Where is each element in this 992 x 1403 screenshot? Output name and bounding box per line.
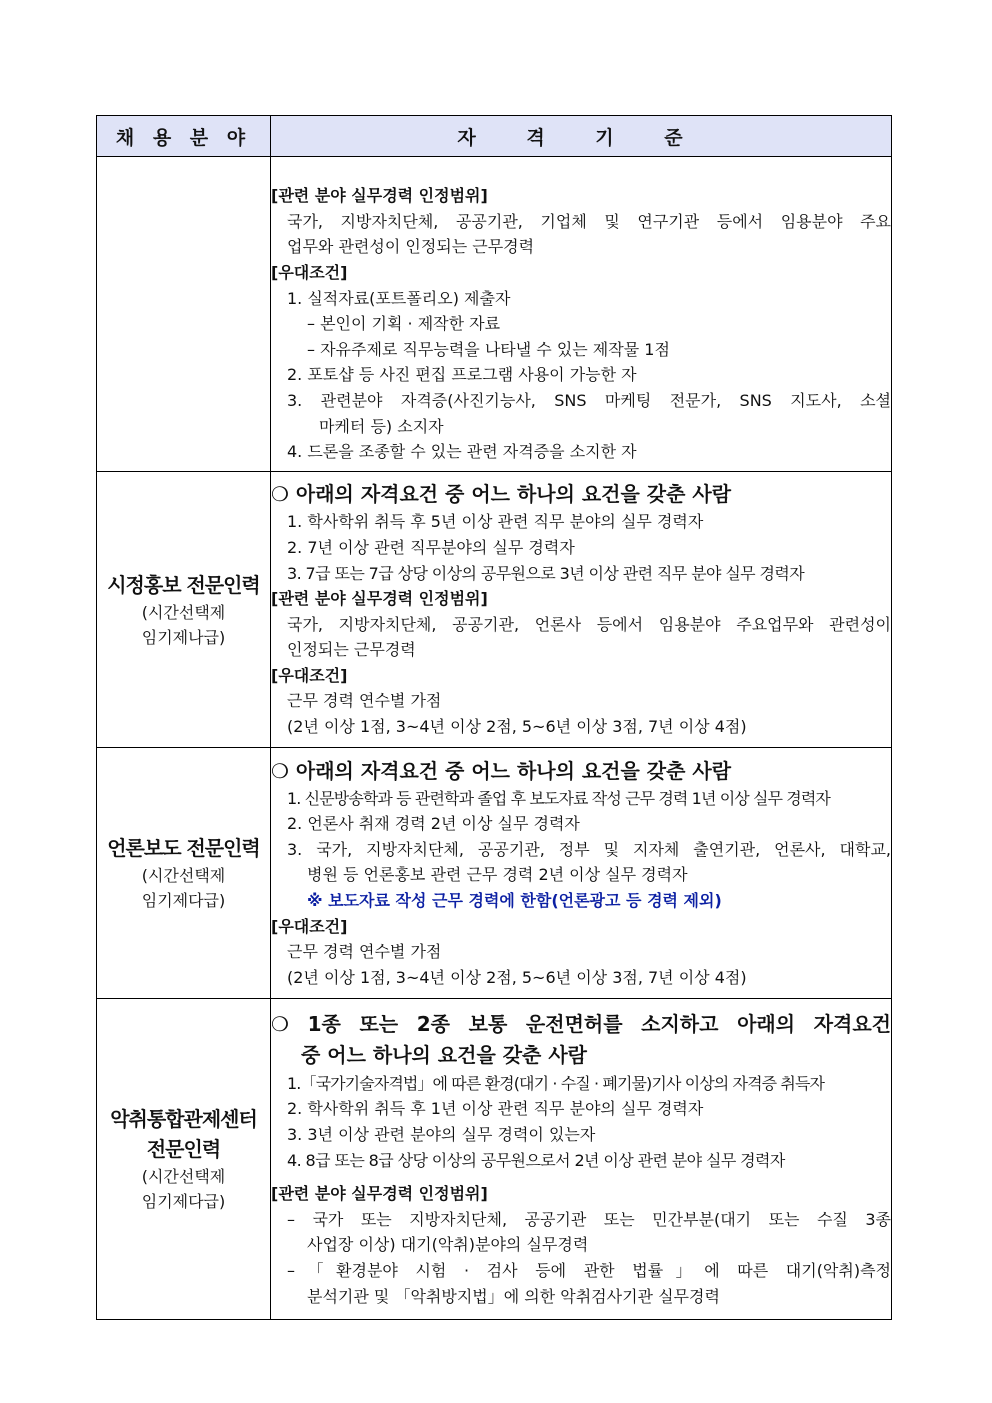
field-subtitle: 임기제다급) (141, 891, 226, 910)
criteria-line: (2년 이상 1점, 3~4년 이상 2점, 5~6년 이상 3점, 7년 이상 4점) (287, 717, 747, 737)
criteria-line: 마케터 등) 소지자 (319, 416, 444, 436)
criteria-line: 업무와 관련성이 인정되는 근무경력 (287, 237, 535, 257)
field-cell-empty (97, 157, 271, 472)
table-row (97, 472, 892, 748)
criteria-line: 1. 신문방송학과 등 관련학과 졸업 후 보도자료 작성 근무 경력 1년 이상 실무 경력자 (287, 788, 830, 808)
criteria-line: 국가, 지방자치단체, 공공기관, 언론사 등에서 임용분야 주요업무와 관련성이 (287, 614, 891, 634)
criteria-line: 2. 언론사 취재 경력 2년 이상 실무 경력자 (287, 814, 580, 834)
field-subtitle: 임기제나급) (141, 627, 226, 647)
criteria-cell (271, 157, 892, 472)
criteria-line: 1. 실적자료(포트폴리오) 제출자 (287, 288, 511, 308)
table-row (97, 999, 892, 1320)
section-label: [우대조건] (271, 665, 348, 685)
criteria-line: 4. 드론을 조종할 수 있는 관련 자격증을 소지한 자 (287, 442, 637, 462)
recruitment-table (96, 115, 892, 1320)
field-subtitle: (시간선택제 (141, 602, 226, 622)
field-cell (97, 472, 271, 748)
criteria-line: 3. 7급 또는 7급 상당 이상의 공무원으로 3년 이상 관련 직무 분야 실무 경력자 (287, 563, 805, 583)
criteria-line: 3. 국가, 지방자치단체, 공공기관, 정부 및 지자체 출연기관, 언론사, 대학교, (287, 839, 891, 859)
criteria-cell (271, 748, 892, 999)
criteria-line: 2. 학사학위 취득 후 1년 이상 관련 직무 분야의 실무 경력자 (287, 1099, 704, 1119)
field-cell (97, 748, 271, 999)
section-label: [우대조건] (271, 263, 348, 283)
section-label: [우대조건] (271, 916, 348, 936)
table-row (97, 748, 892, 999)
section-label: [관련 분야 실무경력 인정범위] (271, 589, 488, 609)
table-row (97, 157, 892, 472)
criteria-line: – 국가 또는 지방자치단체, 공공기관 또는 민간부분(대기 또는 수질 3종 (287, 1209, 891, 1229)
criteria-line: 3. 3년 이상 관련 분야의 실무 경력이 있는자 (287, 1125, 596, 1145)
header-field: 채 용 분 야 (97, 116, 271, 157)
field-cell (97, 999, 271, 1320)
criteria-line: 병원 등 언론홍보 관련 근무 경력 2년 이상 실무 경력자 (307, 865, 688, 885)
criteria-line: (2년 이상 1점, 3~4년 이상 2점, 5~6년 이상 3점, 7년 이상 4점) (287, 967, 747, 987)
criteria-line: 인정되는 근무경력 (287, 640, 416, 660)
criteria-line: 분석기관 및 「악취방지법」에 의한 악취검사기관 실무경력 (307, 1286, 720, 1306)
field-title: 전문인력 (146, 1137, 221, 1161)
criteria-line: –「환경분야 시험 · 검사 등에 관한 법률」에 따른 대기(악취)측정 (287, 1260, 891, 1280)
criteria-line: 국가, 지방자치단체, 공공기관, 기업체 및 연구기관 등에서 임용분야 주요 (287, 211, 891, 231)
requirement-heading: ❍ 아래의 자격요건 중 어느 하나의 요건을 갖춘 사람 (271, 482, 732, 507)
section-label: [관련 분야 실무경력 인정범위] (271, 186, 488, 206)
requirement-heading: ❍ 1종 또는 2종 보통 운전면허를 소지하고 아래의 자격요건 (271, 1011, 891, 1036)
criteria-line: 근무 경력 연수별 가점 (287, 691, 442, 711)
criteria-cell (271, 999, 892, 1320)
field-subtitle: (시간선택제 (141, 1167, 226, 1186)
field-subtitle: (시간선택제 (141, 866, 226, 885)
criteria-cell (271, 472, 892, 748)
criteria-line: 1. 학사학위 취득 후 5년 이상 관련 직무 분야의 실무 경력자 (287, 512, 704, 532)
table-header-row (97, 116, 892, 157)
field-title: 악취통합관제센터 (110, 1107, 257, 1131)
criteria-line: 사업장 이상) 대기(악취)분야의 실무경력 (307, 1235, 589, 1255)
criteria-line: 4. 8급 또는 8급 상당 이상의 공무원으로서 2년 이상 관련 분야 실무 경력자 (287, 1150, 785, 1170)
criteria-line: 1.「국가기술자격법」에 따른 환경(대기 · 수질 · 폐기물)기사 이상의 자격증 취득자 (287, 1073, 825, 1093)
criteria-note: ※ 보도자료 작성 근무 경력에 한함(언론광고 등 경력 제외) (307, 891, 722, 910)
field-subtitle: 임기제다급) (141, 1192, 226, 1211)
header-criteria: 자 격 기 준 (271, 116, 892, 157)
section-label: [관련 분야 실무경력 인정범위] (271, 1184, 488, 1204)
criteria-line: 근무 경력 연수별 가점 (287, 942, 442, 962)
field-title: 시정홍보 전문인력 (107, 572, 260, 597)
requirement-heading: ❍ 아래의 자격요건 중 어느 하나의 요건을 갖춘 사람 (271, 758, 732, 783)
criteria-line: 2. 포토샵 등 사진 편집 프로그램 사용이 가능한 자 (287, 365, 637, 385)
criteria-line: – 본인이 기획 · 제작한 자료 (307, 314, 501, 334)
criteria-line: 2. 7년 이상 관련 직무분야의 실무 경력자 (287, 537, 575, 557)
criteria-line: – 자유주제로 직무능력을 나타낼 수 있는 제작물 1점 (307, 339, 670, 359)
requirement-heading: 중 어느 하나의 요건을 갖춘 사람 (301, 1042, 587, 1067)
criteria-line: 3. 관련분야 자격증(사진기능사, SNS 마케팅 전문가, SNS 지도사, 소셜 (287, 390, 891, 410)
field-title: 언론보도 전문인력 (107, 836, 260, 860)
